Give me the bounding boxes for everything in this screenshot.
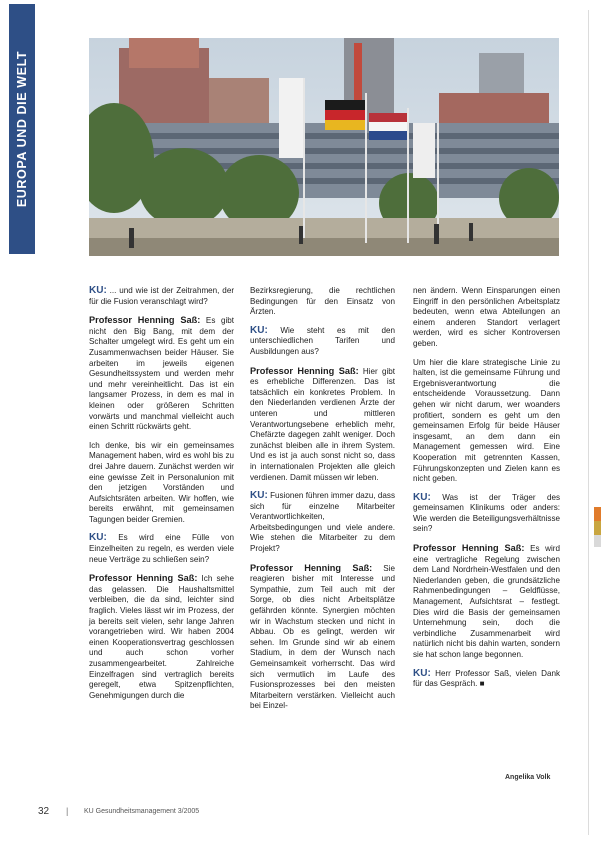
interviewer-label: KU: [250,324,268,336]
answer-text: Bezirksregierung, die rechtlichen Bedingungen für den Einsatz von Ärzten. [250,286,395,317]
answer-paragraph [413,543,560,661]
answer-paragraph [250,286,395,318]
footer-separator: | [66,806,69,816]
answer-paragraph [89,441,234,526]
text-column-1 [89,286,234,709]
speaker-label: Professor Henning Saß: [250,562,373,573]
speaker-label: Professor Henning Saß: [89,573,198,584]
question-text: Wie steht es mit den unterschiedlichen Tarifen und Ausbildungen aus? [250,325,395,356]
publication-source: KU Gesundheitsmanagement 3/2005 [84,808,200,815]
answer-text: Es wird eine vertragliche Regelung zwischen dem Land Nordrhein-Westfalen und den Niederlanden geben, die grundsätzliche Rahmenbedingungen – Geldflüsse, Management, Aufsichtsrat – festlegt. Dies wird die Basis der gemeinsamen Unternehmung sein, doch die verbindliche Zusammenarbeit wird natürlich nicht bis dahin warten, sondern sie hat schon lange begonnen. [413,544,560,659]
answer-text: Um hier die klare strategische Linie zu halten, ist die gemeinsame Führung und Ergebnisverantwortung die entscheidende Voraussetzung. Dann gehen wir nicht darum, wer woanders profitiert, sondern es geht um den gemeinsamen Erfolg für beide Häuser insgesamt, an dem dann ein Management gemessen wird. Eine Kooperation mit getrennten Kassen, Führungskonzepten und Zielen kann es nicht geben. [413,357,560,484]
author-credit: Angelika Volk [505,774,551,781]
interviewer-label: KU: [250,490,268,502]
question-text: ... und wie ist der Zeitrahmen, der für die Fusion veranschlagt wird? [89,286,235,306]
answer-paragraph [250,563,395,712]
hospital-photo [89,38,559,256]
answer-text: nen ändern. Wenn Einsparungen einen Eingriff in den persönlichen Arbeitsplatz bedeuten, wenn etwa Abteilungen an einem anderen Standort verlagert werden, wird es sicher Kontroversen geben. [413,286,560,348]
answer-text: Es gibt nicht den Big Bang, mit dem der Schalter umgelegt wird. Es geht um ein Zusammenwachsen beider Häuser. Sie arbeiten im jeweils eigenen Gesundheitssystem und werden mehr und mehr vereinheitlicht. Das ist ein langsamer Prozess, in dem es mal in kleinen oder größeren Schritten vorwärts und manchmal vielleicht auch einen Schritt rückwärts geht. [89,316,235,432]
answer-paragraph [250,366,395,484]
interviewer-label: KU: [89,532,107,544]
page-edge-line [588,10,589,835]
interviewer-label: KU: [413,491,431,503]
answer-text: Sie reagieren bisher mit Interesse und Sympathie, zum Teil auch mit der Sorge, ob dies nicht Arbeitsplätze gefährden könnte. Synergien möchten wir in Wachstum stecken und nicht in Abbau. Ob es gelingt, werden wir sehen. Im Grunde sind wir ab einem Stadium, in dem der Wunsch nach Gemeinsamkeit vorherrscht. Das wird sich vermutlich im Laufe des Fusionsprozesses bei den meisten Mitarbeitern verstärken. Vielleicht auch bei Einzel- [250,563,395,711]
question-text: Was ist der Träger des gemeinsamen Klinikums oder anders: Wie werden die Beteiligungsverhältnisse sein? [413,492,560,534]
section-tab-label: EUROPA UND DIE WELT [15,50,29,208]
answer-paragraph [89,573,234,701]
text-column-2 [250,286,395,720]
page-number: 32 [38,806,50,817]
page-edge-color-marker [594,507,601,547]
interviewer-label: KU: [413,667,431,679]
speaker-label: Professor Henning Saß: [250,365,359,376]
question-text: Fusionen führen immer dazu, dass sich für einzelne Mitarbeiter Verantwortlichkeiten, Arbeitsbedingungen und viele andere. Wie stehen die Mitarbeiter zu dem Projekt? [250,491,395,554]
question-paragraph [250,491,395,555]
interviewer-label: KU: [89,285,107,296]
question-paragraph [413,493,560,535]
text-column-3 [413,286,560,698]
question-paragraph [89,533,234,565]
answer-paragraph [413,358,560,485]
answer-text: Ich denke, bis wir ein gemeinsames Management haben, wird es wohl bis zu drei Jahre dauern. Zunächst werden wir eine gewisse Zeit in Personalunion mit den jetzigen Vorständen und Aufsichtsräten arbeiten. Wir hoffen, wie bereits erwähnt, mit gemeinsamen Tagungen beider Gremien. [89,440,234,524]
answer-paragraph [89,315,234,433]
question-text: Es wird eine Fülle von Einzelheiten zu regeln, es werden viele neue Verträge zu schließen sein? [89,533,234,564]
question-paragraph [250,326,395,358]
question-paragraph [413,669,560,690]
speaker-label: Professor Henning Saß: [413,543,525,554]
question-paragraph [89,286,234,307]
answer-text: Ich sehe das gelassen. Die Haushaltsmittel verbleiben, die da sind, leichter sind fraglich. Vieles lässt wir im Prozess, der ja bereits seit vielen, sehr lange Jahren vorangetrieben wird. Wir haben 2004 einen Kooperationsvertrag geschlossen und auch schon vorher zusammengearbeitet. Zahlreiche Einzelfragen sind vertraglich bereits geregelt, etwa Spitzenpflichten, Genehmigungen durch die [89,574,234,700]
section-tab [9,4,35,254]
speaker-label: Professor Henning Saß: [89,315,201,326]
answer-paragraph [413,286,560,350]
answer-text: Hier gibt es erhebliche Differenzen. Das ist tatsächlich ein konkretes Problem. In den Niederlanden verdienen Ärzte der unteren und mittleren Verantwortungsebene erheblich mehr, Chefärzte dagegen zahlt weniger. Doch zunächst bleiben alle in ihrem System. Und es ist ja auch sonst nicht so, dass in internationalen Projekten alle gleich verdienen. Damit müssen wir leben. [250,366,396,482]
question-text: Herr Professor Saß, vielen Dank für das Gespräch. ■ [413,668,560,689]
